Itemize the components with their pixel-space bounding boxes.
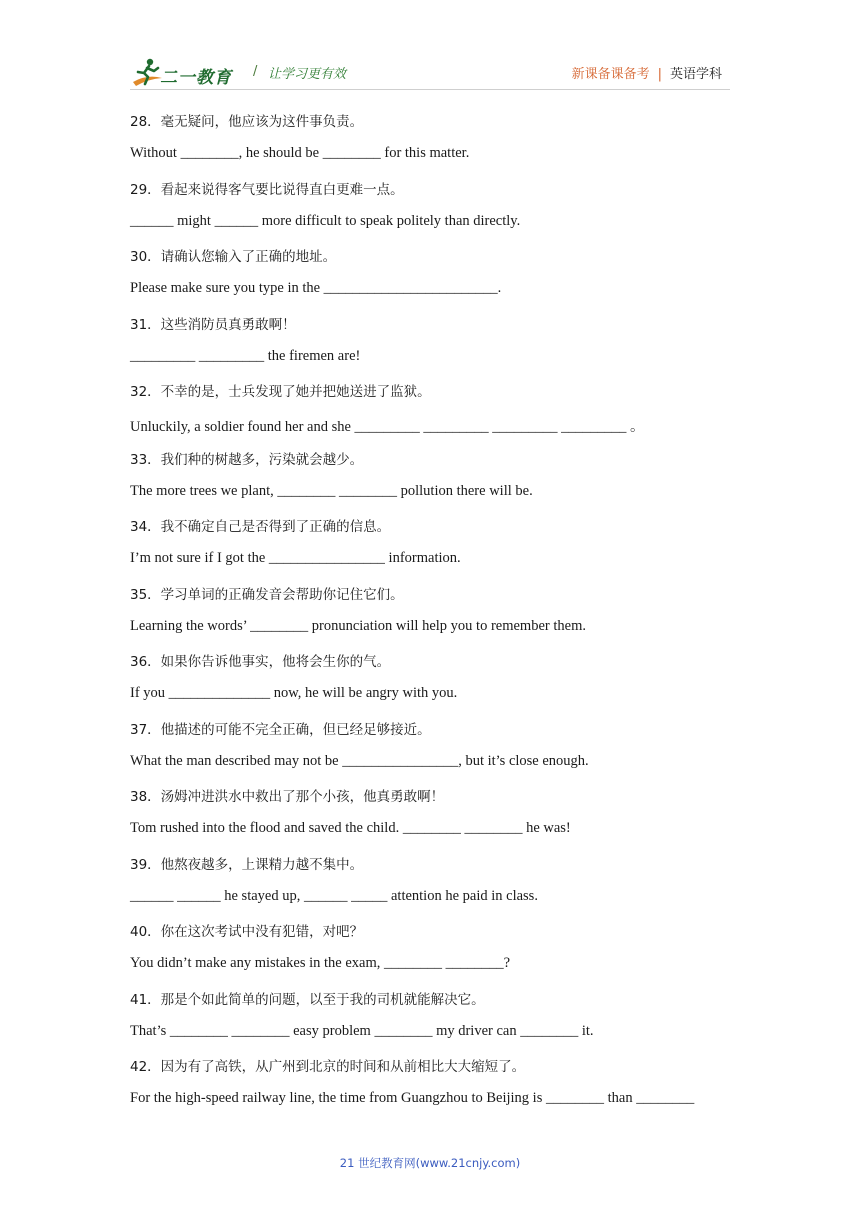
exercise-item: [130, 648, 740, 716]
runner-icon: [130, 56, 164, 90]
header-subject: [572, 63, 722, 82]
exercise-item: [130, 108, 740, 176]
exercise-item: [130, 716, 740, 784]
question-chinese: 38．汤姆冲进洪水中救出了那个小孩，他真勇敢啊！: [130, 789, 445, 805]
exercise-list: [130, 108, 740, 1121]
exercise-item: [130, 986, 740, 1054]
header-subject-label: 英语学科: [669, 67, 722, 82]
question-chinese: 29．看起来说得客气要比说得直白更难一点。: [130, 181, 404, 198]
exercise-item: [130, 918, 740, 986]
question-chinese: 34．我不确定自己是否得到了正确的信息。: [130, 519, 391, 535]
question-english: ______ might ______ more difficult to speak politely than directly.: [130, 212, 521, 229]
exercise-item: [130, 311, 740, 379]
question-english: Please make sure you type in the ________________________.: [130, 280, 502, 296]
question-english: If you ______________ now, he will be angry with you.: [130, 685, 458, 701]
question-english: _________ _________ the firemen are!: [130, 347, 361, 364]
header-slash: /: [253, 64, 258, 79]
exercise-item: [130, 783, 740, 851]
question-english: Learning the words’ ________ pronunciation will help you to remember them.: [130, 617, 586, 634]
exercise-item: [130, 176, 740, 244]
exercise-item: [130, 243, 740, 311]
exercise-item: [130, 581, 740, 649]
question-english: Without ________, he should be ________ for this matter.: [130, 145, 470, 161]
question-english: What the man described may not be ________________, but it’s close enough.: [130, 752, 589, 769]
question-english: That’s ________ ________ easy problem ________ my driver can ________ it.: [130, 1022, 594, 1039]
question-english: The more trees we plant, ________ ________ pollution there will be.: [130, 482, 533, 499]
logo-text: 二一教育: [160, 68, 232, 88]
question-chinese: 36．如果你告诉他事实，他将会生你的气。: [130, 654, 391, 670]
question-chinese: 31．这些消防员真勇敢啊！: [130, 316, 296, 333]
question-english: For the high-speed railway line, the time from Guangzhou to Beijing is ________ than ________: [130, 1090, 695, 1106]
question-chinese: 39．他熬夜越多，上课精力越不集中。: [130, 856, 364, 873]
question-english: Unluckily, a soldier found her and she _________ _________ _________ _________ 。: [130, 419, 645, 435]
exercise-item: [130, 1053, 740, 1121]
question-chinese: 40．你在这次考试中没有犯错，对吧？: [130, 924, 364, 940]
header-course-label: 新课备课备考: [571, 67, 650, 82]
question-chinese: 33．我们种的树越多，污染就会越少。: [130, 451, 364, 468]
page-footer: 21 世纪教育网(www.21cnjy.com): [339, 1156, 521, 1170]
exercise-item: [130, 378, 740, 446]
question-chinese: 42．因为有了高铁，从广州到北京的时间和从前相比大大缩短了。: [130, 1059, 526, 1075]
question-english: I’m not sure if I got the ________________ information.: [130, 550, 461, 566]
question-chinese: 37．他描述的可能不完全正确，但已经足够接近。: [130, 721, 431, 738]
question-chinese: 32．不幸的是，士兵发现了她并把她送进了监狱。: [130, 384, 431, 400]
question-english: You didn’t make any mistakes in the exam, ________ ________?: [130, 955, 511, 971]
header-separator: |: [657, 67, 662, 82]
header-slogan: 让学习更有效: [268, 67, 347, 82]
header-divider: [130, 89, 730, 90]
brand-logo: [130, 56, 246, 90]
question-chinese: 41．那是个如此简单的问题，以至于我的司机就能解决它。: [130, 991, 485, 1008]
question-english: Tom rushed into the flood and saved the child. ________ ________ he was!: [130, 820, 571, 836]
question-chinese: 28．毫无疑问，他应该为这件事负责。: [130, 114, 364, 130]
question-english: ______ ______ he stayed up, ______ _____ attention he paid in class.: [130, 887, 538, 904]
question-chinese: 35．学习单词的正确发音会帮助你记住它们。: [130, 586, 404, 603]
exercise-item: [130, 513, 740, 581]
question-chinese: 30．请确认您输入了正确的地址。: [130, 249, 337, 265]
exercise-item: [130, 851, 740, 919]
page-header: [130, 56, 730, 92]
exercise-item: [130, 446, 740, 514]
